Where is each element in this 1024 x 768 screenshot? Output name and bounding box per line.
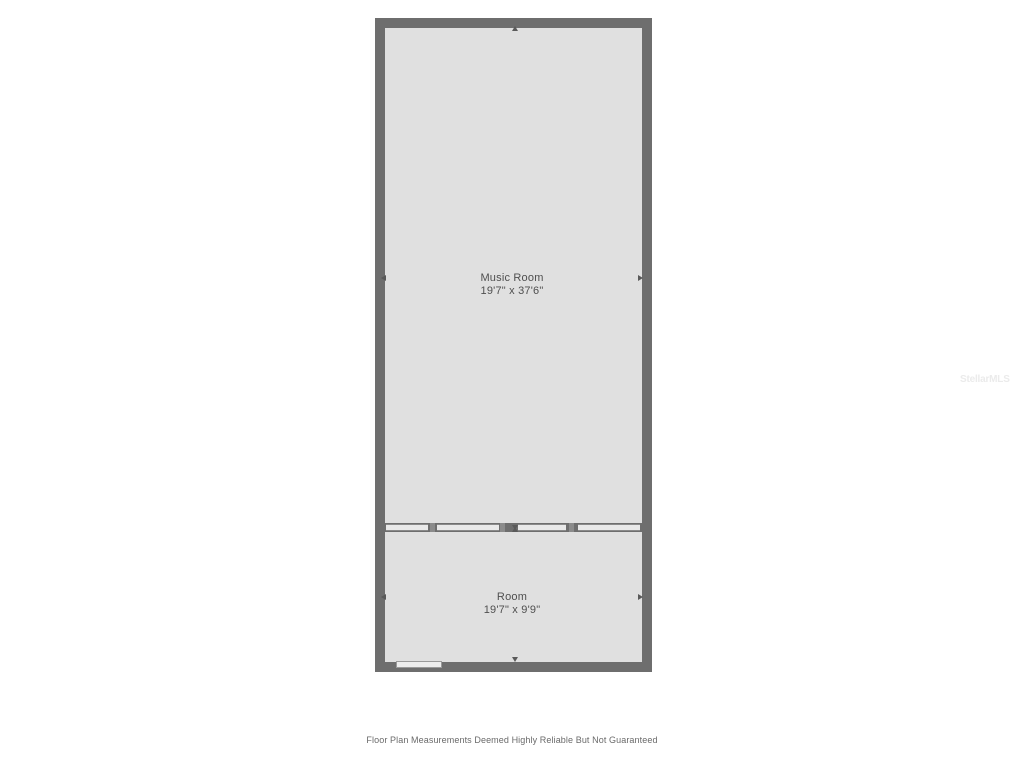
dimension-arrow-up-icon [512, 26, 518, 31]
dimension-arrow-down-icon [512, 657, 518, 662]
wall-opening-segment [518, 524, 566, 531]
dimension-arrow-up-icon [512, 527, 518, 532]
room-name: Music Room [480, 272, 544, 284]
room-dimensions: 19'7" x 37'6" [480, 285, 544, 297]
dimension-arrow-right-icon [638, 275, 643, 281]
wall-opening-segment [386, 524, 428, 531]
room-label-room [0, 591, 1024, 617]
dimension-arrow-right-icon [638, 594, 643, 600]
disclaimer-text: Floor Plan Measurements Deemed Highly Reliable But Not Guaranteed [366, 735, 658, 745]
building-outline [375, 18, 652, 672]
room-name: Room [496, 591, 528, 603]
wall-stud [500, 523, 505, 532]
wall-opening-segment [437, 524, 499, 531]
watermark: StellarMLS [960, 374, 1010, 385]
interior-floor-area [385, 28, 642, 662]
bottom-wall-opening [396, 661, 442, 668]
room-label-music-room [0, 272, 1024, 298]
wall-opening-segment [578, 524, 640, 531]
dimension-arrow-left-icon [381, 275, 386, 281]
dimension-arrow-left-icon [381, 594, 386, 600]
wall-stud [569, 523, 574, 532]
room-dimensions: 19'7" x 9'9" [483, 604, 541, 616]
wall-stud [430, 523, 435, 532]
